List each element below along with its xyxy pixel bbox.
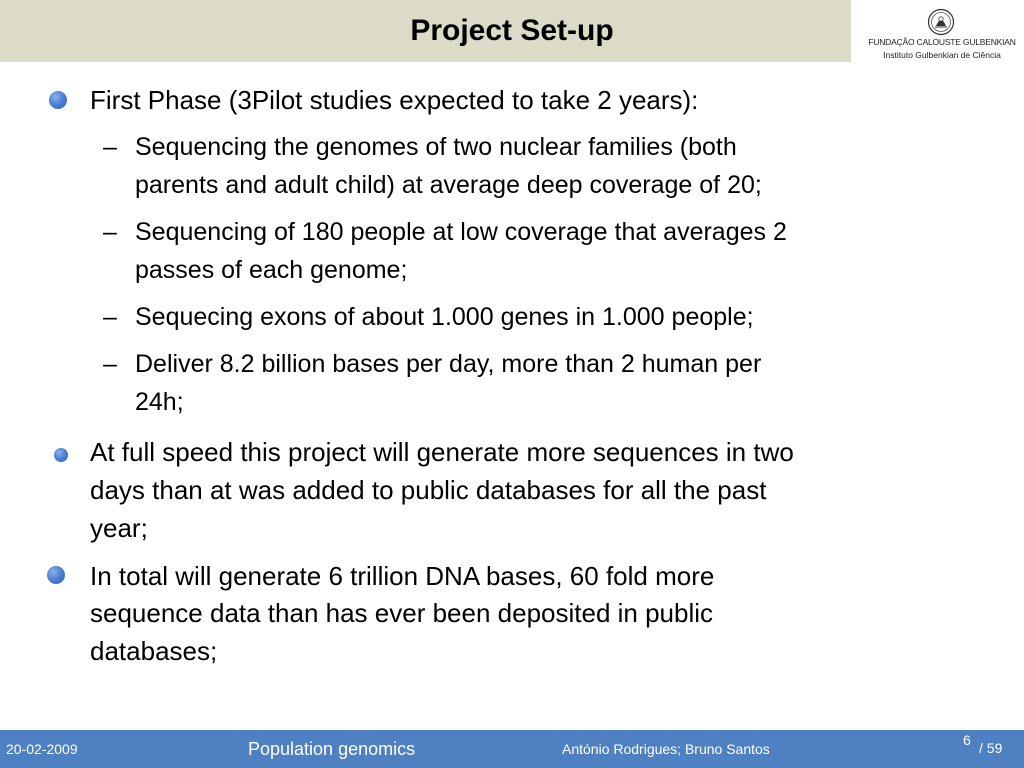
sub-item-low-coverage-line2: passes of each genome; — [135, 256, 408, 284]
dash-icon: – — [103, 218, 117, 246]
footer-bar — [0, 730, 1024, 768]
sub-item-exons: Sequecing exons of about 1.000 genes in 1.000 people; — [135, 303, 754, 331]
footer-authors: António Rodrigues; Bruno Santos — [562, 741, 770, 757]
logo-institute-name: Instituto Gulbenkian de Ciência — [883, 50, 1001, 60]
bullet-total-line3: databases; — [90, 636, 218, 666]
bullet-full-speed-line3: year; — [90, 513, 148, 543]
gulbenkian-logo — [866, 6, 1018, 62]
bullet-full-speed-line1: At full speed this project will generate more sequences in two — [90, 437, 794, 467]
sub-item-deliver-line1: Deliver 8.2 billion bases per day, more than 2 human per — [135, 350, 762, 378]
logo-foundation-name: FUNDAÇÃO CALOUSTE GULBENKIAN — [868, 37, 1016, 47]
sub-item-low-coverage-line1: Sequencing of 180 people at low coverage that averages 2 — [135, 218, 787, 246]
bullet-icon — [47, 566, 65, 584]
bullet-total-line2: sequence data than has ever been deposited in public — [90, 598, 714, 628]
bullet-icon — [54, 448, 68, 462]
footer-page-number: 6 — [963, 732, 971, 748]
footer-presentation-title: Population genomics — [248, 739, 416, 759]
dash-icon: – — [103, 303, 117, 331]
dash-icon: – — [103, 350, 117, 378]
sub-item-families-line1: Sequencing the genomes of two nuclear families (both — [135, 133, 737, 161]
footer-date: 20-02-2009 — [6, 741, 78, 757]
sub-item-families-line2: parents and adult child) at average deep coverage of 20; — [135, 171, 762, 199]
bullet-first-phase: First Phase (3Pilot studies expected to take 2 years): — [90, 85, 699, 115]
slide-title: Project Set-up — [410, 14, 614, 47]
footer-page-total: / 59 — [979, 740, 1003, 756]
gulbenkian-emblem-icon — [927, 8, 955, 36]
sub-item-deliver-line2: 24h; — [135, 388, 184, 416]
bullet-full-speed-line2: days than at was added to public databases for all the past — [90, 475, 767, 505]
dash-icon: – — [103, 133, 117, 161]
bullet-total-line1: In total will generate 6 trillion DNA bases, 60 fold more — [90, 561, 715, 591]
bullet-icon — [49, 91, 67, 109]
